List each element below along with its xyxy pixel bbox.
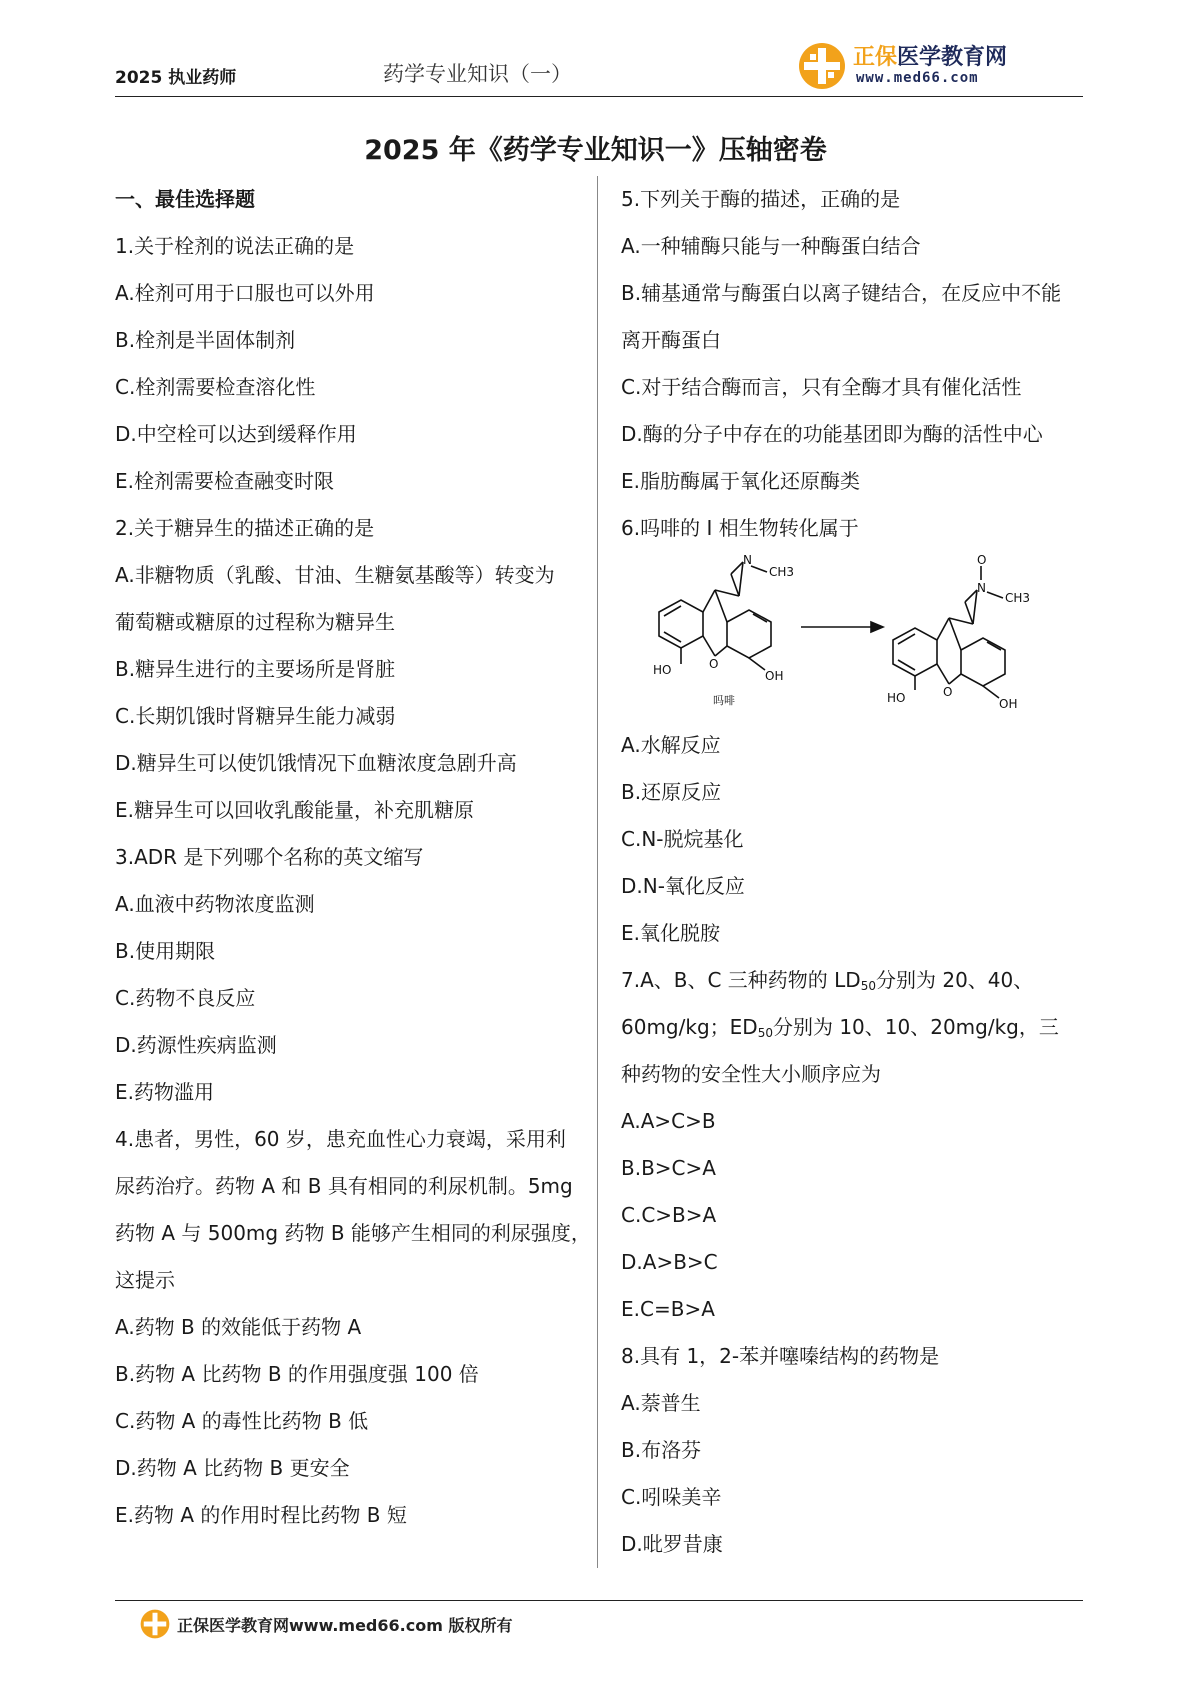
- ch3-label: CH3: [769, 565, 795, 579]
- question-1-stem: 1.关于栓剂的说法正确的是: [115, 234, 355, 258]
- reaction-scheme-diagram: [631, 552, 1071, 717]
- brand-logo: [798, 40, 1023, 94]
- q5-option-e: E.脂肪酶属于氧化还原酶类: [621, 469, 860, 493]
- logo-url: www.med66.com: [856, 70, 979, 86]
- o-bridge-label-2: O: [943, 685, 953, 699]
- q3-option-d: D.药源性疾病监测: [115, 1033, 277, 1057]
- q2-option-e: E.糖异生可以回收乳酸能量，补充肌糖原: [115, 798, 474, 822]
- q1-option-c: C.栓剂需要检查溶化性: [115, 375, 316, 399]
- logo-cross-icon: [798, 42, 846, 90]
- n-atom-label-2: N: [977, 581, 986, 595]
- q4-option-a: A.药物 B 的效能低于药物 A: [115, 1315, 362, 1339]
- q7-option-d: D.A>B>C: [621, 1250, 718, 1274]
- question-7-stem-cont: 种药物的安全性大小顺序应为: [621, 1062, 881, 1086]
- q7-option-c: C.C>B>A: [621, 1203, 717, 1227]
- q8-option-a: A.萘普生: [621, 1391, 701, 1415]
- q1-option-e: E.栓剂需要检查融变时限: [115, 469, 334, 493]
- q7-option-a: A.A>C>B: [621, 1109, 716, 1133]
- q6-option-b: B.还原反应: [621, 780, 722, 804]
- q4-option-c: C.药物 A 的毒性比药物 B 低: [115, 1409, 369, 1433]
- q1-option-a: A.栓剂可用于口服也可以外用: [115, 281, 375, 305]
- q5-option-b-cont: 离开酶蛋白: [621, 328, 721, 352]
- ch3-label-2: CH3: [1005, 591, 1031, 605]
- q7-option-b: B.B>C>A: [621, 1156, 716, 1180]
- q2-option-b: B.糖异生进行的主要场所是肾脏: [115, 657, 396, 681]
- q5-option-d: D.酶的分子中存在的功能基团即为酶的活性中心: [621, 422, 1043, 446]
- question-6-stem: 6.吗啡的 I 相生物转化属于: [621, 516, 859, 540]
- q5-option-b: B.辅基通常与酶蛋白以离子键结合，在反应中不能: [621, 281, 1062, 305]
- ho-label: HO: [653, 663, 672, 677]
- q5-option-c: C.对于结合酶而言，只有全酶才具有催化活性: [621, 375, 1022, 399]
- question-5-stem: 5.下列关于酶的描述，正确的是: [621, 187, 901, 211]
- oh-label-2: OH: [999, 697, 1018, 711]
- q7-option-e: E.C=B>A: [621, 1297, 715, 1321]
- q6-option-a: A.水解反应: [621, 733, 721, 757]
- q3-option-e: E.药物滥用: [115, 1080, 214, 1104]
- question-4-stem-cont: 药物 A 与 500mg 药物 B 能够产生相同的利尿强度，: [115, 1221, 591, 1245]
- q6-option-c: C.N-脱烷基化: [621, 827, 744, 851]
- copyright-text: 正保医学教育网www.med66.com 版权所有: [177, 1616, 513, 1635]
- question-7-stem: 7.A、B、C 三种药物的 $LD_{50}$分别为 20、40、: [621, 968, 1034, 993]
- question-7-stem-cont: 60mg/kg；$ED_{50}$分别为 10、10、20mg/kg，三: [621, 1015, 1059, 1040]
- question-2-stem: 2.关于糖异生的描述正确的是: [115, 516, 375, 540]
- q8-option-c: C.吲哚美辛: [621, 1485, 722, 1509]
- section-heading: 一、最佳选择题: [115, 187, 255, 211]
- q4-option-e: E.药物 A 的作用时程比药物 B 短: [115, 1503, 407, 1527]
- q3-option-c: C.药物不良反应: [115, 986, 256, 1010]
- q1-option-d: D.中空栓可以达到缓释作用: [115, 422, 357, 446]
- q2-option-d: D.糖异生可以使饥饿情况下血糖浓度急剧升高: [115, 751, 517, 775]
- q8-option-b: B.布洛芬: [621, 1438, 702, 1462]
- exam-label: 2025 执业药师: [115, 68, 237, 88]
- footer-logo-icon: [140, 1609, 170, 1639]
- question-8-stem: 8.具有 1，2-苯并噻嗪结构的药物是: [621, 1344, 940, 1368]
- q8-option-d: D.吡罗昔康: [621, 1532, 723, 1556]
- q6-option-d: D.N-氧化反应: [621, 874, 745, 898]
- page-header: [115, 40, 1083, 97]
- right-column: [621, 176, 1091, 1568]
- q2-option-c: C.长期饥饿时肾糖异生能力减弱: [115, 704, 396, 728]
- o-bridge-label: O: [709, 657, 719, 671]
- morphine-label: 吗啡: [713, 694, 735, 707]
- column-divider: [597, 176, 598, 1568]
- q4-option-d: D.药物 A 比药物 B 更安全: [115, 1456, 350, 1480]
- left-column: [115, 176, 591, 1539]
- q1-option-b: B.栓剂是半固体制剂: [115, 328, 296, 352]
- question-4-stem-cont: 这提示: [115, 1268, 175, 1292]
- question-4-stem: 4.患者，男性，60 岁，患充血性心力衰竭，采用利: [115, 1127, 566, 1151]
- subject-label: 药学专业知识（一）: [383, 62, 572, 86]
- q2-option-a: A.非糖物质（乳酸、甘油、生糖氨基酸等）转变为: [115, 563, 555, 587]
- page-footer: [115, 1600, 1083, 1635]
- morphine-oxidation-figure: [621, 552, 1091, 722]
- page-title: 2025 年《药学专业知识一》压轴密卷: [364, 135, 827, 166]
- q5-option-a: A.一种辅酶只能与一种酶蛋白结合: [621, 234, 921, 258]
- oh-label: OH: [765, 669, 784, 683]
- n-oxide-o-label: O: [977, 553, 987, 567]
- question-3-stem: 3.ADR 是下列哪个名称的英文缩写: [115, 845, 424, 869]
- n-atom-label: N: [743, 553, 752, 567]
- q2-option-a-cont: 葡萄糖或糖原的过程称为糖异生: [115, 610, 395, 634]
- q4-option-b: B.药物 A 比药物 B 的作用强度强 100 倍: [115, 1362, 479, 1386]
- logo-name: 正保医学教育网: [853, 45, 1008, 70]
- q3-option-b: B.使用期限: [115, 939, 216, 963]
- question-4-stem-cont: 尿药治疗。药物 A 和 B 具有相同的利尿机制。5mg: [115, 1174, 573, 1198]
- q6-option-e: E.氧化脱胺: [621, 921, 720, 945]
- q3-option-a: A.血液中药物浓度监测: [115, 892, 315, 916]
- ho-label-2: HO: [887, 691, 906, 705]
